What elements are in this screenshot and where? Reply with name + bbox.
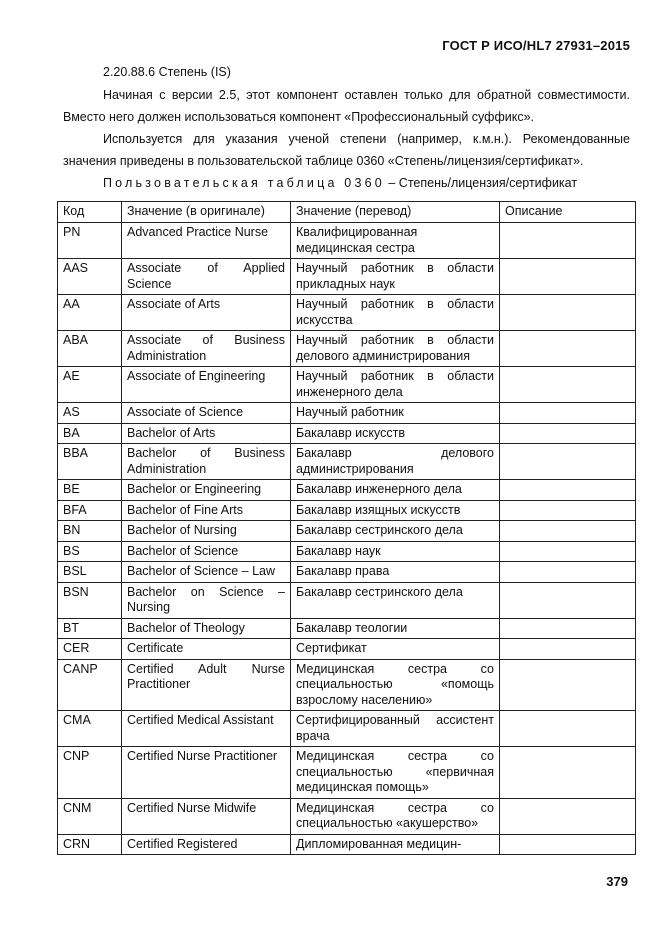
table-row — [58, 711, 636, 747]
cell-description — [500, 521, 636, 542]
table-row — [58, 423, 636, 444]
cell-original: Bachelor of Science — [122, 541, 291, 562]
table-row — [58, 331, 636, 367]
cell-description — [500, 367, 636, 403]
cell-description — [500, 259, 636, 295]
cell-code: AA — [58, 295, 122, 331]
cell-original: Associate of Applied Science — [122, 259, 291, 295]
table-body — [58, 223, 636, 855]
cell-description — [500, 423, 636, 444]
column-header-original: Значение (в оригинале) — [122, 202, 291, 223]
cell-translation: Научный работник в области инженерного дела — [291, 367, 500, 403]
table-row — [58, 480, 636, 501]
table-row — [58, 834, 636, 855]
cell-translation: Квалифицированная медицинская сестра — [291, 223, 500, 259]
table-header-row — [58, 202, 636, 223]
cell-code: CNP — [58, 747, 122, 799]
cell-code: AS — [58, 403, 122, 424]
cell-translation: Сертифицированный ассистент врача — [291, 711, 500, 747]
cell-description — [500, 582, 636, 618]
cell-code: AAS — [58, 259, 122, 295]
cell-code: PN — [58, 223, 122, 259]
cell-original: Bachelor of Business Administration — [122, 444, 291, 480]
column-header-code: Код — [58, 202, 122, 223]
cell-code: BSN — [58, 582, 122, 618]
cell-code: BE — [58, 480, 122, 501]
cell-description — [500, 639, 636, 660]
cell-original: Certified Registered — [122, 834, 291, 855]
paragraph-compatibility: Начиная с версии 2.5, этот компонент оставлен только для обратной совместимости. Вместо него должен использоваться компонент «Профессиональный суффикс». — [63, 88, 630, 124]
cell-original: Certified Adult Nurse Practitioner — [122, 659, 291, 711]
document-header: ГОСТ Р ИСО/HL7 27931–2015 — [442, 38, 630, 53]
table-caption-prefix: Пользовательская таблица 0360 — [103, 176, 385, 190]
table-row — [58, 444, 636, 480]
cell-original: Certificate — [122, 639, 291, 660]
table-row — [58, 521, 636, 542]
cell-translation: Медицинская сестра со специальностью «помощь взрослому населению» — [291, 659, 500, 711]
cell-code: BA — [58, 423, 122, 444]
table-row — [58, 367, 636, 403]
cell-description — [500, 500, 636, 521]
page-number: 379 — [606, 874, 628, 889]
cell-description — [500, 295, 636, 331]
cell-original: Certified Medical Assistant — [122, 711, 291, 747]
table-caption — [103, 176, 577, 190]
cell-description — [500, 444, 636, 480]
cell-description — [500, 541, 636, 562]
cell-translation: Научный работник в области прикладных наук — [291, 259, 500, 295]
cell-description — [500, 403, 636, 424]
cell-original: Bachelor of Theology — [122, 618, 291, 639]
table-row — [58, 295, 636, 331]
table-row — [58, 223, 636, 259]
table-caption-suffix: – Степень/лицензия/сертификат — [384, 176, 578, 190]
cell-code: BN — [58, 521, 122, 542]
column-header-description: Описание — [500, 202, 636, 223]
cell-code: CMA — [58, 711, 122, 747]
cell-translation: Бакалавр делового администрирования — [291, 444, 500, 480]
cell-original: Bachelor of Science – Law — [122, 562, 291, 583]
table-row — [58, 618, 636, 639]
cell-original: Bachelor on Science – Nursing — [122, 582, 291, 618]
cell-translation: Бакалавр сестринского дела — [291, 521, 500, 542]
table-row — [58, 403, 636, 424]
cell-code: BT — [58, 618, 122, 639]
table-row — [58, 798, 636, 834]
cell-original: Certified Nurse Practitioner — [122, 747, 291, 799]
table-row — [58, 500, 636, 521]
cell-original: Bachelor of Fine Arts — [122, 500, 291, 521]
cell-translation: Медицинская сестра со специальностью «акушерство» — [291, 798, 500, 834]
cell-translation: Научный работник в области искусства — [291, 295, 500, 331]
cell-code: CANP — [58, 659, 122, 711]
cell-original: Associate of Engineering — [122, 367, 291, 403]
cell-code: ABA — [58, 331, 122, 367]
table-row — [58, 541, 636, 562]
cell-original: Advanced Practice Nurse — [122, 223, 291, 259]
cell-code: BS — [58, 541, 122, 562]
cell-translation: Научный работник в области делового администрирования — [291, 331, 500, 367]
cell-original: Bachelor of Arts — [122, 423, 291, 444]
cell-description — [500, 480, 636, 501]
cell-description — [500, 223, 636, 259]
cell-original: Certified Nurse Midwife — [122, 798, 291, 834]
cell-description — [500, 747, 636, 799]
cell-description — [500, 331, 636, 367]
cell-code: CNM — [58, 798, 122, 834]
cell-translation: Бакалавр права — [291, 562, 500, 583]
cell-translation: Научный работник — [291, 403, 500, 424]
cell-translation: Бакалавр теологии — [291, 618, 500, 639]
table-row — [58, 639, 636, 660]
cell-translation: Сертификат — [291, 639, 500, 660]
cell-original: Bachelor or Engineering — [122, 480, 291, 501]
cell-translation: Бакалавр искусств — [291, 423, 500, 444]
cell-code: BFA — [58, 500, 122, 521]
cell-description — [500, 834, 636, 855]
table-row — [58, 562, 636, 583]
cell-code: CER — [58, 639, 122, 660]
cell-translation: Бакалавр наук — [291, 541, 500, 562]
cell-code: AE — [58, 367, 122, 403]
table-row — [58, 659, 636, 711]
cell-description — [500, 798, 636, 834]
cell-code: BBA — [58, 444, 122, 480]
cell-translation: Бакалавр сестринского дела — [291, 582, 500, 618]
table-row — [58, 582, 636, 618]
cell-code: BSL — [58, 562, 122, 583]
table-row — [58, 747, 636, 799]
cell-translation: Бакалавр инженерного дела — [291, 480, 500, 501]
cell-description — [500, 711, 636, 747]
cell-translation: Медицинская сестра со специальностью «первичная медицинская помощь» — [291, 747, 500, 799]
cell-description — [500, 618, 636, 639]
cell-translation: Бакалавр изящных искусств — [291, 500, 500, 521]
cell-description — [500, 562, 636, 583]
cell-original: Associate of Arts — [122, 295, 291, 331]
cell-translation: Дипломированная медицин- — [291, 834, 500, 855]
cell-original: Associate of Business Administration — [122, 331, 291, 367]
cell-original: Associate of Science — [122, 403, 291, 424]
cell-original: Bachelor of Nursing — [122, 521, 291, 542]
cell-description — [500, 659, 636, 711]
cell-code: CRN — [58, 834, 122, 855]
degree-table — [57, 201, 636, 855]
paragraph-usage: Используется для указания ученой степени (например, к.м.н.). Рекомендованные значения приведены в пользовательской таблице 0360 «Степень/лицензия/сертификат». — [63, 132, 630, 168]
column-header-translation: Значение (перевод) — [291, 202, 500, 223]
section-title: 2.20.88.6 Степень (IS) — [103, 65, 231, 79]
table-row — [58, 259, 636, 295]
